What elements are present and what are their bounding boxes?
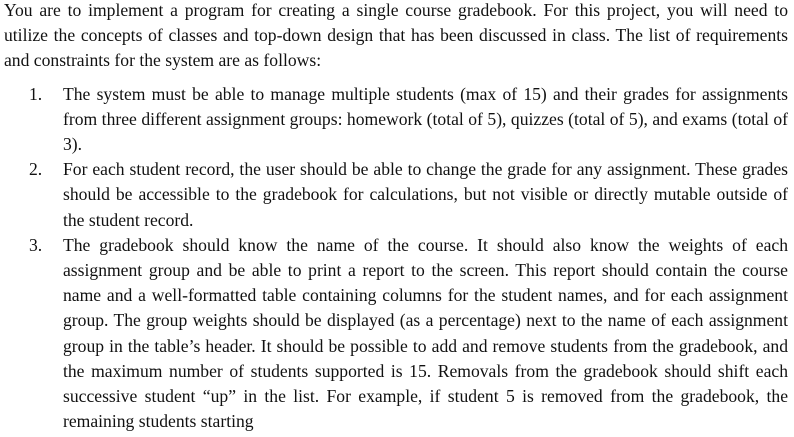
requirements-list xyxy=(4,82,788,435)
requirement-text: For each student record, the user should be able to change the grade for any assignment. These grades should be accessible to the gradebook for calculations, but not visible or directly mutable outside of the student record. xyxy=(63,159,788,230)
requirement-item-3 xyxy=(4,233,788,435)
requirement-number: 2. xyxy=(29,159,43,180)
intro-paragraph: You are to implement a program for creating a single course gradebook. For this project, you will need to utilize the concepts of classes and top-down design that has been discussed in class. The list of requirements and constraints for the system are as follows: xyxy=(4,0,788,71)
requirement-item-2 xyxy=(4,157,788,233)
requirement-text: The gradebook should know the name of the course. It should also know the weights of each assignment group and be able to print a report to the screen. This report should contain the course name and a well-formatted table containing columns for the student names, and for each assignment group. The group weights should be displayed (as a percentage) next to the name of each assignment group in the table’s header. It should be possible to add and remove students from the gradebook, and the maximum number of students supported is 15. Removals from the gradebook should shift each successive student “up” in the list. For example, if student 5 is removed from the gradebook, the remaining students starting xyxy=(63,234,788,432)
document-body xyxy=(4,0,788,434)
requirement-text: The system must be able to manage multiple students (max of 15) and their grades for assignments from three different assignment groups: homework (total of 5), quizzes (total of 5), and exams (total of 3). xyxy=(63,83,788,155)
requirement-number: 1. xyxy=(29,83,43,104)
requirement-number: 3. xyxy=(29,234,43,255)
requirement-item-1 xyxy=(4,82,788,158)
